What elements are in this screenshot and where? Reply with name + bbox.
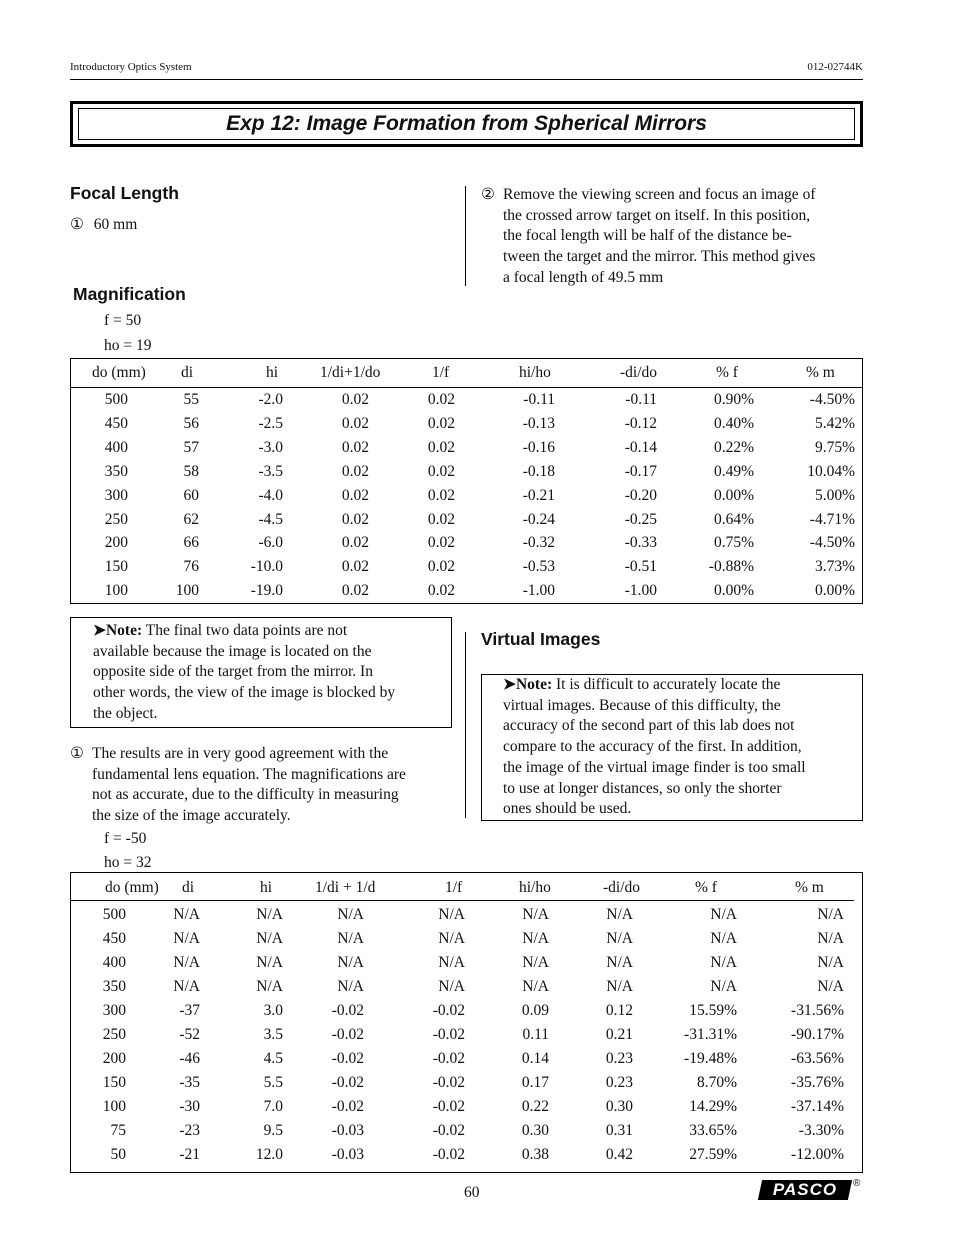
table-cell: 450 — [104, 414, 128, 432]
table-cell: 14.29% — [689, 1098, 737, 1115]
table-cell: -0.02 — [331, 1098, 364, 1115]
table-cell: -46 — [179, 1050, 200, 1067]
table-row — [71, 412, 862, 436]
column-header: 1/di+1/do — [320, 364, 381, 381]
table-cell: -3.30% — [798, 1122, 844, 1139]
note-line: the image of the virtual image finder is too small — [503, 758, 806, 776]
table-cell: -0.02 — [432, 1074, 465, 1091]
table-cell: 0.64% — [713, 510, 754, 528]
table-cell: 12.0 — [255, 1146, 283, 1163]
table-cell: 0.22% — [713, 438, 754, 456]
table-cell: -35.76% — [791, 1074, 844, 1091]
table-cell: 66 — [183, 534, 199, 552]
table-cell: N/A — [710, 930, 737, 947]
table-cell: 0.02 — [427, 534, 455, 552]
note-box — [70, 617, 452, 728]
table-cell: -0.12 — [624, 414, 657, 432]
table-cell: N/A — [606, 978, 633, 995]
column-header: 1/di + 1/d — [315, 879, 376, 896]
table-cell: 0.31 — [605, 1122, 633, 1139]
table-cell: -0.17 — [624, 462, 657, 480]
table-cell: -0.11 — [523, 391, 555, 408]
table-row — [71, 1095, 862, 1119]
table-cell: 75 — [110, 1122, 126, 1139]
text-line: fundamental lens equation. The magnifications are — [92, 765, 406, 783]
table-cell: -0.11 — [625, 391, 657, 408]
table-cell: -0.16 — [522, 438, 555, 456]
title-box — [70, 101, 863, 147]
result-text — [92, 744, 454, 827]
table-cell: -4.50% — [809, 534, 855, 552]
table-cell: -6.0 — [258, 534, 283, 552]
table-cell: 0.02 — [427, 582, 455, 600]
note-line: available because the image is located on the — [93, 642, 372, 660]
table-cell: 0.30 — [521, 1122, 549, 1139]
text-line: the crossed arrow target on itself. In this position, — [503, 206, 811, 224]
table-cell: -35 — [179, 1074, 200, 1091]
table-cell: 0.02 — [341, 534, 369, 552]
table-cell: -0.02 — [432, 1026, 465, 1043]
table-cell: -12.00% — [791, 1146, 844, 1163]
table-cell: -0.88% — [708, 558, 754, 576]
magnification-table — [70, 358, 863, 604]
table-cell: -0.02 — [331, 1026, 364, 1043]
table-cell: N/A — [256, 954, 283, 971]
column-header: hi/ho — [519, 879, 551, 896]
column-header: -di/do — [603, 879, 641, 896]
table-cell: -0.32 — [522, 534, 555, 552]
registered-mark: ® — [853, 1178, 861, 1189]
column-header: 1/f — [445, 879, 463, 896]
note-line: the object. — [93, 704, 158, 722]
table-row — [71, 951, 862, 975]
table-header-row — [71, 361, 862, 385]
table-cell: 0.00% — [814, 582, 855, 600]
note-line: other words, the view of the image is blocked by — [93, 684, 396, 702]
table-cell: -0.02 — [331, 1074, 364, 1091]
focal-length-heading: Focal Length — [70, 183, 179, 203]
table-cell: -10.0 — [250, 558, 283, 576]
table-cell: N/A — [817, 906, 844, 923]
table-row — [71, 999, 862, 1023]
ho-value-label: ho = 19 — [104, 337, 152, 354]
table-cell: N/A — [522, 930, 549, 947]
table-cell: -1.00 — [522, 582, 555, 600]
table-cell: N/A — [817, 978, 844, 995]
column-header: hi/ho — [519, 364, 551, 381]
table-cell: -0.25 — [624, 510, 657, 528]
table-cell: 300 — [104, 486, 128, 504]
table-row — [71, 1047, 862, 1071]
table-cell: 300 — [102, 1002, 126, 1019]
virtual-note-box — [481, 674, 863, 821]
table-row — [71, 555, 862, 579]
table-cell: 9.75% — [814, 438, 855, 456]
table-cell: N/A — [522, 906, 549, 923]
note-line: to use at longer distances, so only the shorter — [503, 779, 782, 797]
table-cell: 150 — [102, 1074, 126, 1091]
table-cell: 10.04% — [807, 462, 855, 480]
table-cell: 100 — [175, 582, 199, 600]
magnification-heading: Magnification — [73, 284, 186, 304]
note-line: compare to the accuracy of the first. In addition, — [503, 738, 802, 756]
text-line: a focal length of 49.5 mm — [503, 268, 664, 286]
table-cell: 0.23 — [605, 1074, 633, 1091]
column-divider — [465, 186, 466, 286]
table-cell: 60 — [183, 486, 199, 504]
page-title: Exp 12: Image Formation from Spherical Mirrors — [226, 112, 707, 135]
table-cell: N/A — [606, 954, 633, 971]
table-cell: N/A — [522, 954, 549, 971]
table-cell: 0.02 — [341, 486, 369, 504]
table-cell: 0.75% — [713, 534, 754, 552]
result-item-number: ① — [70, 745, 84, 762]
ho-value-label-2: ho = 32 — [104, 854, 152, 871]
focal-item-1-text: 60 mm — [93, 216, 138, 233]
table-cell: N/A — [817, 954, 844, 971]
table-cell: 0.22 — [521, 1098, 549, 1115]
table-cell: 0.12 — [605, 1002, 633, 1019]
table-cell: 56 — [183, 414, 199, 432]
f-value-label-2: f = -50 — [104, 830, 147, 847]
column-header: % f — [695, 879, 717, 896]
text-line: not as accurate, due to the difficulty in measuring — [92, 786, 399, 804]
table-cell: 0.02 — [427, 558, 455, 576]
table-cell: 9.5 — [263, 1122, 283, 1139]
table-cell: 50 — [110, 1146, 126, 1163]
table-cell: 0.11 — [522, 1026, 549, 1043]
table-cell: 450 — [102, 930, 126, 947]
table-cell: -0.02 — [432, 1146, 465, 1163]
table-cell: 0.40% — [713, 414, 754, 432]
column-header: 1/f — [432, 364, 450, 381]
table-cell: 7.0 — [263, 1098, 283, 1115]
text-line: the focal length will be half of the distance be- — [503, 227, 792, 245]
note-line: opposite side of the target from the mirror. In — [93, 663, 373, 681]
table-cell: 0.42 — [605, 1146, 633, 1163]
note-text: It is difficult to accurately locate the — [552, 676, 781, 693]
table-cell: 0.02 — [341, 510, 369, 528]
table-row — [71, 927, 862, 951]
table-cell: N/A — [606, 930, 633, 947]
table-cell: -4.5 — [258, 510, 283, 528]
table-header-row — [71, 876, 862, 900]
table-cell: 400 — [104, 438, 128, 456]
table-cell: N/A — [438, 978, 465, 995]
table-cell: N/A — [710, 906, 737, 923]
table-row — [71, 903, 862, 927]
table-cell: 3.5 — [263, 1026, 283, 1043]
table-cell: 200 — [102, 1050, 126, 1067]
table-cell: 0.30 — [605, 1098, 633, 1115]
table-cell: N/A — [710, 954, 737, 971]
table-row — [71, 975, 862, 999]
table-cell: 350 — [102, 978, 126, 995]
table-cell: 0.02 — [341, 391, 369, 408]
table-row — [71, 1023, 862, 1047]
column-header: do (mm) — [105, 879, 159, 896]
table-cell: 3.73% — [814, 558, 855, 576]
table-cell: N/A — [606, 906, 633, 923]
table-cell: 500 — [102, 906, 126, 923]
table-cell: N/A — [256, 906, 283, 923]
column-header: % f — [716, 364, 738, 381]
table-cell: 0.21 — [605, 1026, 633, 1043]
table-cell: -23 — [179, 1122, 200, 1139]
table-row — [71, 579, 862, 603]
table-cell: -31.56% — [791, 1002, 844, 1019]
table-cell: N/A — [817, 930, 844, 947]
table-cell: 0.02 — [427, 438, 455, 456]
column-divider — [465, 632, 466, 818]
table-cell: -0.02 — [432, 1122, 465, 1139]
table-cell: 0.02 — [341, 462, 369, 480]
table-cell: 0.17 — [521, 1074, 549, 1091]
table-cell: -0.02 — [331, 1002, 364, 1019]
table-cell: 0.00% — [713, 582, 754, 600]
table-cell: 0.02 — [427, 462, 455, 480]
virtual-images-heading: Virtual Images — [481, 629, 601, 649]
note-line: accuracy of the second part of this lab does not — [503, 717, 795, 735]
header-divider — [71, 900, 854, 901]
note-line: ones should be used. — [503, 800, 632, 818]
table-cell: -0.13 — [522, 414, 555, 432]
table-cell: 0.02 — [427, 414, 455, 432]
table-cell: -0.20 — [624, 486, 657, 504]
table-cell: 350 — [104, 462, 128, 480]
table-cell: 15.59% — [689, 1002, 737, 1019]
table-cell: -0.53 — [522, 558, 555, 576]
table-cell: N/A — [438, 954, 465, 971]
table-cell: -4.71% — [809, 510, 855, 528]
table-cell: 3.0 — [263, 1002, 283, 1019]
table-row — [71, 1119, 862, 1143]
table-cell: 5.42% — [814, 414, 855, 432]
table-cell: -90.17% — [791, 1026, 844, 1043]
f-value-label: f = 50 — [104, 312, 142, 329]
table-cell: 100 — [104, 582, 128, 600]
table-cell: 55 — [183, 391, 199, 408]
table-row — [71, 436, 862, 460]
table-cell: N/A — [173, 954, 200, 971]
table-cell: N/A — [337, 906, 364, 923]
table-cell: 58 — [183, 462, 199, 480]
table-cell: 0.14 — [521, 1050, 549, 1067]
column-header: hi — [266, 364, 279, 381]
table-cell: -0.21 — [522, 486, 555, 504]
table-cell: -30 — [179, 1098, 200, 1115]
pasco-logo-text: PASCO — [772, 1180, 838, 1199]
table-cell: N/A — [438, 906, 465, 923]
table-cell: 250 — [104, 510, 128, 528]
table-row — [71, 1143, 862, 1167]
table-cell: -0.02 — [432, 1098, 465, 1115]
table-cell: 76 — [183, 558, 199, 576]
table-cell: N/A — [710, 978, 737, 995]
table-cell: -0.02 — [432, 1002, 465, 1019]
table-cell: -0.51 — [624, 558, 657, 576]
table-cell: 57 — [183, 438, 199, 456]
focal-item-2-number: ② — [481, 186, 495, 203]
table-cell: -4.50% — [809, 391, 855, 408]
table-cell: 250 — [102, 1026, 126, 1043]
focal-item-2-text — [503, 185, 863, 289]
note-first-line — [503, 675, 862, 696]
table-cell: -0.14 — [624, 438, 657, 456]
table-cell: N/A — [438, 930, 465, 947]
table-cell: 5.00% — [814, 486, 855, 504]
running-header-left: Introductory Optics System — [70, 61, 192, 73]
table-row — [71, 531, 862, 555]
table-cell: 27.59% — [689, 1146, 737, 1163]
table-cell: 0.02 — [341, 582, 369, 600]
table-cell: 0.38 — [521, 1146, 549, 1163]
table-cell: N/A — [173, 978, 200, 995]
text-line: tween the target and the mirror. This method gives — [503, 248, 816, 266]
note-first-line — [93, 621, 451, 642]
virtual-images-table — [70, 872, 863, 1173]
table-cell: -0.03 — [331, 1122, 364, 1139]
table-cell: 0.23 — [605, 1050, 633, 1067]
column-header: di — [182, 879, 195, 896]
table-cell: N/A — [337, 978, 364, 995]
table-cell: -0.33 — [624, 534, 657, 552]
table-cell: 0.02 — [427, 486, 455, 504]
table-cell: 8.70% — [696, 1074, 737, 1091]
note-text: The final two data points are not — [142, 622, 348, 639]
column-header: % m — [795, 879, 824, 896]
table-row — [71, 460, 862, 484]
table-cell: N/A — [173, 906, 200, 923]
table-cell: -0.24 — [522, 510, 555, 528]
table-cell: -52 — [179, 1026, 200, 1043]
table-cell: 0.02 — [341, 414, 369, 432]
header-rule — [70, 79, 863, 80]
table-cell: -19.48% — [684, 1050, 737, 1067]
pasco-logo — [758, 1180, 852, 1200]
table-cell: -1.00 — [624, 582, 657, 600]
focal-item-1 — [70, 215, 137, 236]
column-header: % m — [806, 364, 835, 381]
table-cell: -3.5 — [258, 462, 283, 480]
column-header: -di/do — [620, 364, 658, 381]
table-row — [71, 388, 862, 412]
table-cell: 0.02 — [427, 510, 455, 528]
text-line: The results are in very good agreement with the — [92, 745, 389, 762]
table-cell: -0.03 — [331, 1146, 364, 1163]
table-cell: 0.09 — [521, 1002, 549, 1019]
table-cell: 100 — [102, 1098, 126, 1115]
table-cell: 33.65% — [689, 1122, 737, 1139]
table-cell: 0.00% — [713, 486, 754, 504]
item-number: ① — [70, 216, 84, 233]
table-cell: 500 — [104, 391, 128, 408]
table-cell: 200 — [104, 534, 128, 552]
table-cell: 4.5 — [263, 1050, 283, 1067]
document-number: 012-02744K — [807, 61, 863, 73]
table-cell: -19.0 — [250, 582, 283, 600]
table-cell: N/A — [337, 954, 364, 971]
table-cell: -21 — [179, 1146, 200, 1163]
table-cell: 62 — [183, 510, 199, 528]
table-cell: -37 — [179, 1002, 200, 1019]
note-line: virtual images. Because of this difficulty, the — [503, 696, 781, 714]
table-row — [71, 484, 862, 508]
table-cell: N/A — [337, 930, 364, 947]
table-cell: 0.02 — [427, 391, 455, 408]
text-line: the size of the image accurately. — [92, 807, 291, 825]
table-cell: 5.5 — [263, 1074, 283, 1091]
table-cell: N/A — [256, 978, 283, 995]
table-cell: -0.02 — [432, 1050, 465, 1067]
table-cell: 0.90% — [713, 391, 754, 408]
table-cell: -37.14% — [791, 1098, 844, 1115]
table-cell: -2.0 — [258, 391, 283, 408]
table-cell: N/A — [256, 930, 283, 947]
table-cell: -2.5 — [258, 414, 283, 432]
table-cell: 150 — [104, 558, 128, 576]
note-label: ➤Note: — [93, 622, 143, 639]
table-cell: -0.18 — [522, 462, 555, 480]
table-cell: 400 — [102, 954, 126, 971]
table-cell: 0.49% — [713, 462, 754, 480]
table-row — [71, 508, 862, 532]
column-header: do (mm) — [92, 364, 146, 381]
table-cell: -3.0 — [258, 438, 283, 456]
text-line: Remove the viewing screen and focus an image of — [503, 186, 816, 203]
page-number: 60 — [464, 1184, 480, 1201]
table-cell: -31.31% — [684, 1026, 737, 1043]
table-cell: -0.02 — [331, 1050, 364, 1067]
table-cell: -63.56% — [791, 1050, 844, 1067]
table-cell: N/A — [173, 930, 200, 947]
table-cell: -4.0 — [258, 486, 283, 504]
note-label: ➤Note: — [503, 676, 553, 693]
table-cell: 0.02 — [341, 558, 369, 576]
table-cell: 0.02 — [341, 438, 369, 456]
column-header: di — [181, 364, 194, 381]
table-cell: N/A — [522, 978, 549, 995]
column-header: hi — [260, 879, 273, 896]
table-row — [71, 1071, 862, 1095]
